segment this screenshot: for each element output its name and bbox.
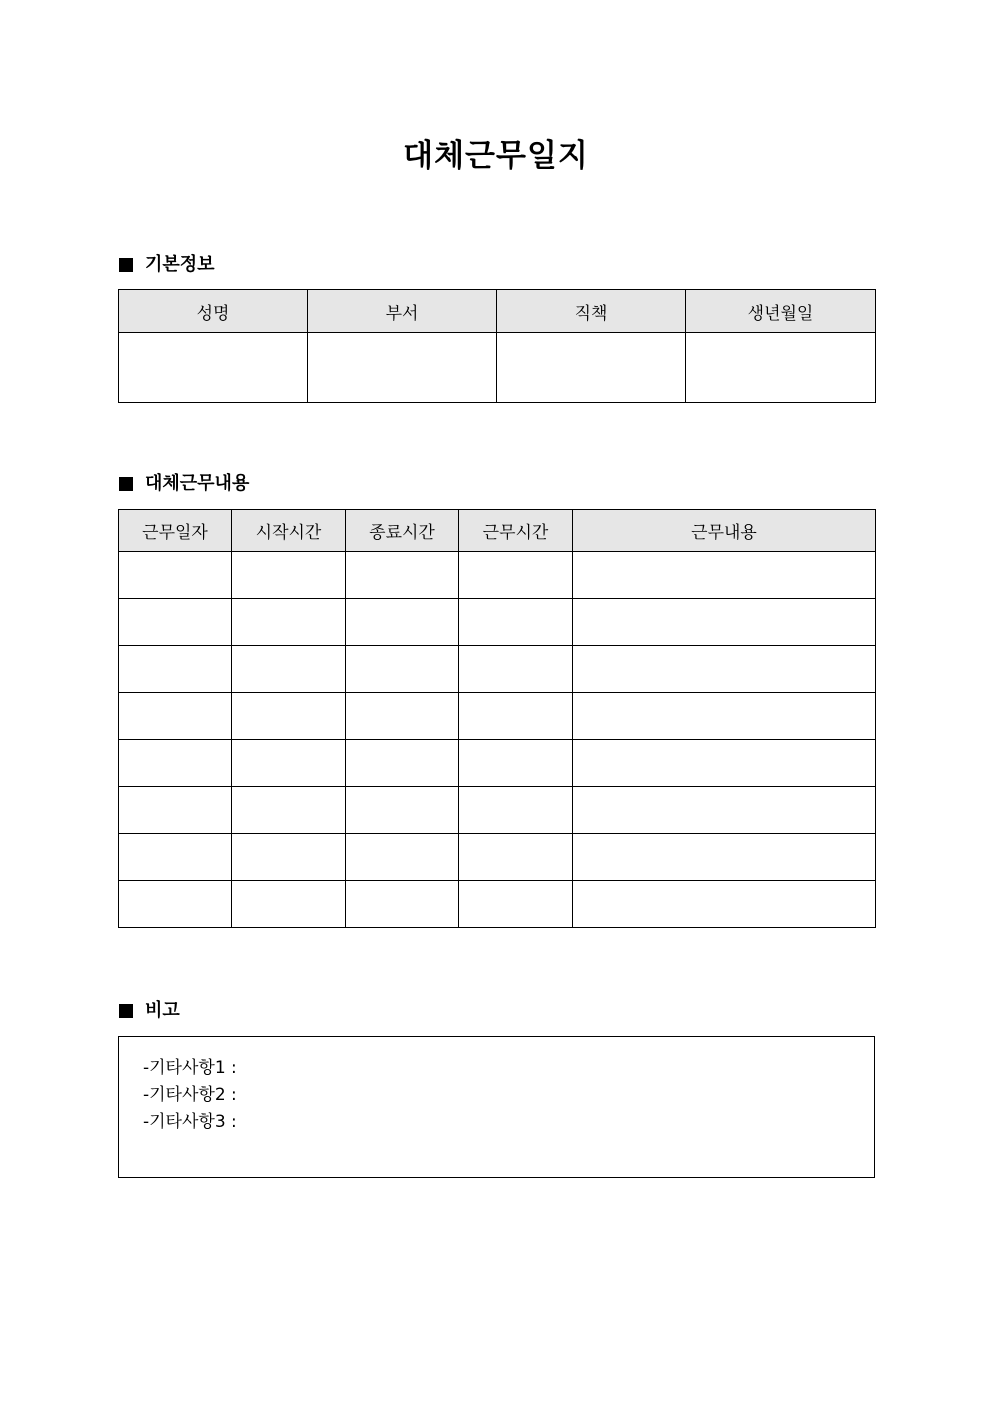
table-header-row xyxy=(119,290,876,333)
birthdate-cell[interactable] xyxy=(686,333,876,403)
work-hours-cell[interactable] xyxy=(459,740,573,787)
work-date-cell[interactable] xyxy=(119,693,232,740)
start-time-cell[interactable] xyxy=(232,693,346,740)
column-header-work-content: 근무내용 xyxy=(573,510,876,552)
end-time-cell[interactable] xyxy=(346,552,459,599)
column-header-end-time: 종료시간 xyxy=(346,510,459,552)
remarks-box[interactable] xyxy=(118,1036,875,1178)
work-date-cell[interactable] xyxy=(119,834,232,881)
end-time-cell[interactable] xyxy=(346,646,459,693)
work-details-table xyxy=(118,509,876,928)
section-heading-label: 비고 xyxy=(145,1000,180,1021)
column-header-name: 성명 xyxy=(119,290,308,333)
start-time-cell[interactable] xyxy=(232,646,346,693)
work-content-cell[interactable] xyxy=(573,740,876,787)
column-header-position: 직책 xyxy=(497,290,686,333)
square-bullet-icon xyxy=(119,1004,133,1018)
work-hours-cell[interactable] xyxy=(459,881,573,928)
work-hours-cell[interactable] xyxy=(459,787,573,834)
section-heading-remarks xyxy=(119,999,180,1023)
square-bullet-icon xyxy=(119,477,133,491)
table-row xyxy=(119,881,876,928)
table-row xyxy=(119,599,876,646)
remark-item: -기타사항1 : xyxy=(143,1058,237,1078)
start-time-cell[interactable] xyxy=(232,787,346,834)
end-time-cell[interactable] xyxy=(346,787,459,834)
start-time-cell[interactable] xyxy=(232,881,346,928)
work-date-cell[interactable] xyxy=(119,552,232,599)
end-time-cell[interactable] xyxy=(346,599,459,646)
table-row xyxy=(119,787,876,834)
basic-info-table xyxy=(118,289,876,403)
end-time-cell[interactable] xyxy=(346,881,459,928)
section-heading-label: 대체근무내용 xyxy=(145,473,250,494)
remark-item: -기타사항3 : xyxy=(143,1112,237,1132)
work-hours-cell[interactable] xyxy=(459,552,573,599)
work-date-cell[interactable] xyxy=(119,740,232,787)
start-time-cell[interactable] xyxy=(232,834,346,881)
column-header-work-hours: 근무시간 xyxy=(459,510,573,552)
table-row xyxy=(119,834,876,881)
table-row xyxy=(119,693,876,740)
table-row xyxy=(119,333,876,403)
end-time-cell[interactable] xyxy=(346,834,459,881)
start-time-cell[interactable] xyxy=(232,599,346,646)
start-time-cell[interactable] xyxy=(232,552,346,599)
column-header-start-time: 시작시간 xyxy=(232,510,346,552)
section-heading-basic-info xyxy=(119,253,215,277)
work-date-cell[interactable] xyxy=(119,599,232,646)
work-hours-cell[interactable] xyxy=(459,646,573,693)
section-heading-work-details xyxy=(119,472,249,496)
work-hours-cell[interactable] xyxy=(459,693,573,740)
work-date-cell[interactable] xyxy=(119,646,232,693)
remark-item: -기타사항2 : xyxy=(143,1085,237,1105)
section-heading-label: 기본정보 xyxy=(145,254,215,275)
square-bullet-icon xyxy=(119,258,133,272)
work-hours-cell[interactable] xyxy=(459,599,573,646)
work-content-cell[interactable] xyxy=(573,552,876,599)
work-hours-cell[interactable] xyxy=(459,834,573,881)
column-header-work-date: 근무일자 xyxy=(119,510,232,552)
department-cell[interactable] xyxy=(308,333,497,403)
page-title: 대체근무일지 xyxy=(403,138,589,174)
name-cell[interactable] xyxy=(119,333,308,403)
column-header-department: 부서 xyxy=(308,290,497,333)
table-header-row xyxy=(119,510,876,552)
end-time-cell[interactable] xyxy=(346,693,459,740)
work-date-cell[interactable] xyxy=(119,787,232,834)
start-time-cell[interactable] xyxy=(232,740,346,787)
column-header-birthdate: 생년월일 xyxy=(686,290,876,333)
table-row xyxy=(119,552,876,599)
remarks-list xyxy=(119,1037,874,1136)
position-cell[interactable] xyxy=(497,333,686,403)
work-content-cell[interactable] xyxy=(573,834,876,881)
work-content-cell[interactable] xyxy=(573,693,876,740)
table-row xyxy=(119,646,876,693)
work-content-cell[interactable] xyxy=(573,599,876,646)
end-time-cell[interactable] xyxy=(346,740,459,787)
table-row xyxy=(119,740,876,787)
work-content-cell[interactable] xyxy=(573,881,876,928)
work-content-cell[interactable] xyxy=(573,646,876,693)
work-content-cell[interactable] xyxy=(573,787,876,834)
work-date-cell[interactable] xyxy=(119,881,232,928)
